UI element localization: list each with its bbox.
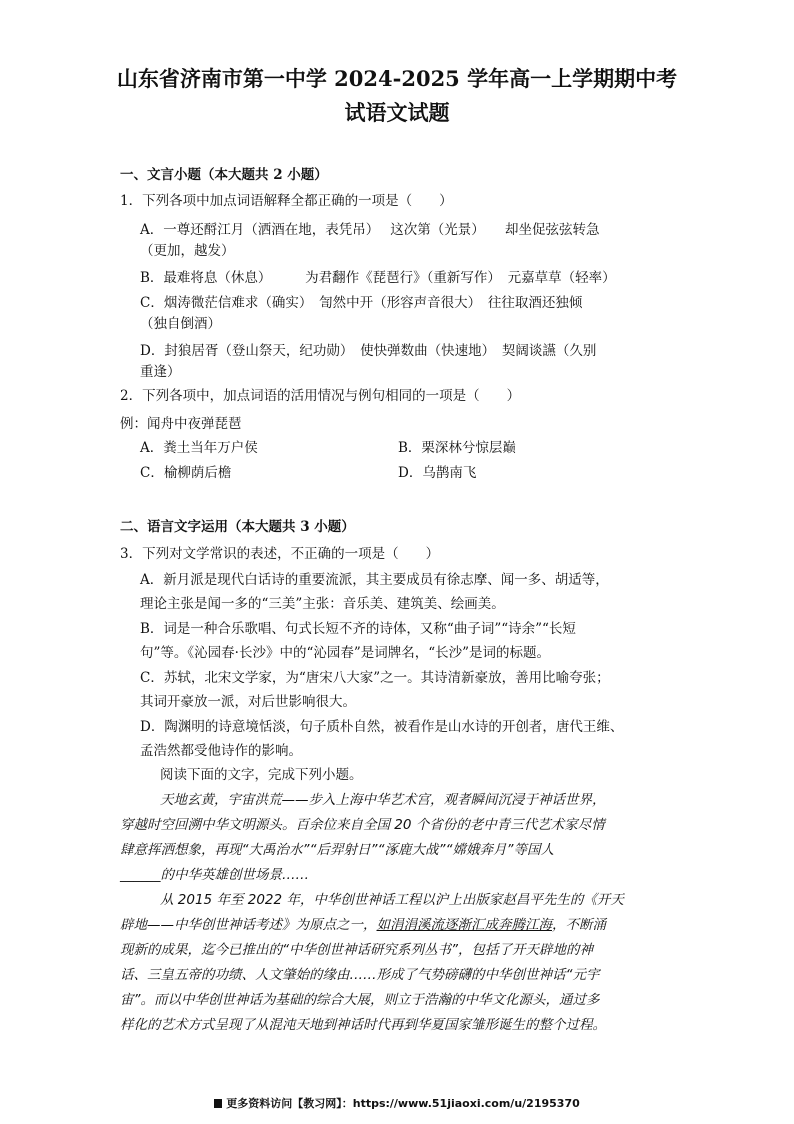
passage-p1-line1: 天地玄黄，宇宙洪荒——步入上海中华艺术宫，观者瞬间沉浸于神话世界， xyxy=(160,792,606,808)
q3-option-c: C．苏轼，北宋文学家，为“唐宋八大家”之一。其诗清新豪放，善用比喻夸张； xyxy=(140,670,610,686)
q3-option-d: D．陶渊明的诗意境恬淡，句子质朴自然，被看作是山水诗的开创者，唐代王维、 xyxy=(140,719,624,735)
passage-p2-line4: 话、三皇五帝的功绩、人文肇始的缘由……形成了气势磅礴的中华创世神话“元宇 xyxy=(120,967,600,983)
flag-icon xyxy=(214,1099,222,1108)
passage-p2-line2 xyxy=(120,915,606,935)
passage-p2-line3: 现新的成果，迄今已推出的“中华创世神话研究系列丛书”，包括了开天辟地的神 xyxy=(120,942,593,958)
q3-option-c-cont: 其词开豪放一派，对后世影响很大。 xyxy=(140,694,356,710)
title-line-2: 试语文试题 xyxy=(344,100,450,125)
q2-option-a: A．粪土当年万户侯 xyxy=(140,440,258,456)
q1-option-d-cont: 重逢） xyxy=(140,364,181,380)
q1-option-c-cont: （独自倒酒） xyxy=(140,316,221,332)
q1-stem: 1．下列各项中加点词语解释全都正确的一项是（ ） xyxy=(120,193,453,209)
q1-option-b: B．最难将息（休息） 为君翻作《琵琶行》（重新写作） 元嘉草草（轻率） xyxy=(140,270,616,286)
passage-p1-line2: 穿越时空回溯中华文明源头。百余位来自全国 20 个省份的老中青三代艺术家尽情 xyxy=(120,817,605,833)
q2-stem: 2．下列各项中，加点词语的活用情况与例句相同的一项是（ ） xyxy=(120,388,521,404)
q2-option-d: D．乌鹊南飞 xyxy=(398,465,477,481)
passage-p2-line2-start: 辟地——中华创世神话考述》为原点之一， xyxy=(120,917,377,933)
footer[interactable] xyxy=(0,1095,794,1111)
q1-option-d: D．封狼居胥（登山祭天，纪功勋） 使快弹数曲（快速地） 契阔谈讌（久别 xyxy=(140,343,597,359)
title-line-1: 山东省济南市第一中学 2024-2025 学年高一上学期期中考 xyxy=(116,66,678,91)
q1-option-c: C．烟涛微茫信难求（确实） 訇然中开（形容声音很大） 往往取酒还独倾 xyxy=(140,295,583,311)
q2-option-c: C．榆柳荫后檐 xyxy=(140,465,232,481)
passage-p1-line4: ______的中华英雄创世场景…… xyxy=(120,867,309,883)
q3-option-a: A．新月派是现代白话诗的重要流派，其主要成员有徐志摩、闻一多、胡适等， xyxy=(140,572,609,588)
q3-option-a-cont: 理论主张是闻一多的“三美”主张：音乐美、建筑美、绘画美。 xyxy=(140,596,505,612)
q1-option-a: A．一尊还酹江月（洒酒在地，表凭吊） 这次第（光景） 却坐促弦弦转急 xyxy=(140,222,600,238)
underlined-sentence: 如涓涓溪流逐渐汇成奔腾江海 xyxy=(376,917,552,933)
passage-p2-line6: 样化的艺术方式呈现了从混沌天地到神话时代再到华夏国家雏形诞生的整个过程。 xyxy=(120,1017,606,1033)
passage-p1-line3: 肆意挥洒想象，再现“大禹治水”“后羿射日”“涿鹿大战”“嫦娥奔月”等国人 xyxy=(120,842,554,858)
footer-link[interactable]: 更多资料访问【教习网】：https://www.51jiaoxi.com/u/2195370 xyxy=(226,1097,580,1110)
page-title xyxy=(90,62,704,130)
q2-option-b: B．栗深林兮惊层巅 xyxy=(398,440,516,456)
reading-instruction: 阅读下面的文字，完成下列小题。 xyxy=(160,767,363,783)
q2-example: 例：闻舟中夜弹琵琶 xyxy=(120,416,242,432)
q3-stem: 3．下列对文学常识的表述，不正确的一项是（ ） xyxy=(120,546,440,562)
q1-option-a-cont: （更加，越发） xyxy=(140,243,235,259)
passage-p2-line2-end: ，不断涌 xyxy=(552,917,606,933)
q3-option-b: B．词是一种合乐歌唱、句式长短不齐的诗体，又称“曲子词”“诗余”“长短 xyxy=(140,621,576,637)
passage-p2-line1: 从 2015 年至 2022 年，中华创世神话工程以沪上出版家赵昌平先生的《开天 xyxy=(160,892,624,908)
q3-option-d-cont: 孟浩然都受他诗作的影响。 xyxy=(140,743,302,759)
passage-p2-line5: 宙”。而以中华创世神话为基础的综合大展，则立于浩瀚的中华文化源头，通过多 xyxy=(120,992,600,1008)
section-2-heading: 二、语言文字运用（本大题共 3 小题） xyxy=(120,519,355,535)
section-1-heading: 一、文言小题（本大题共 2 小题） xyxy=(120,167,328,183)
q3-option-b-cont: 句”等。《沁园春·长沙》中的“沁园春”是词牌名，“长沙”是词的标题。 xyxy=(140,645,551,661)
